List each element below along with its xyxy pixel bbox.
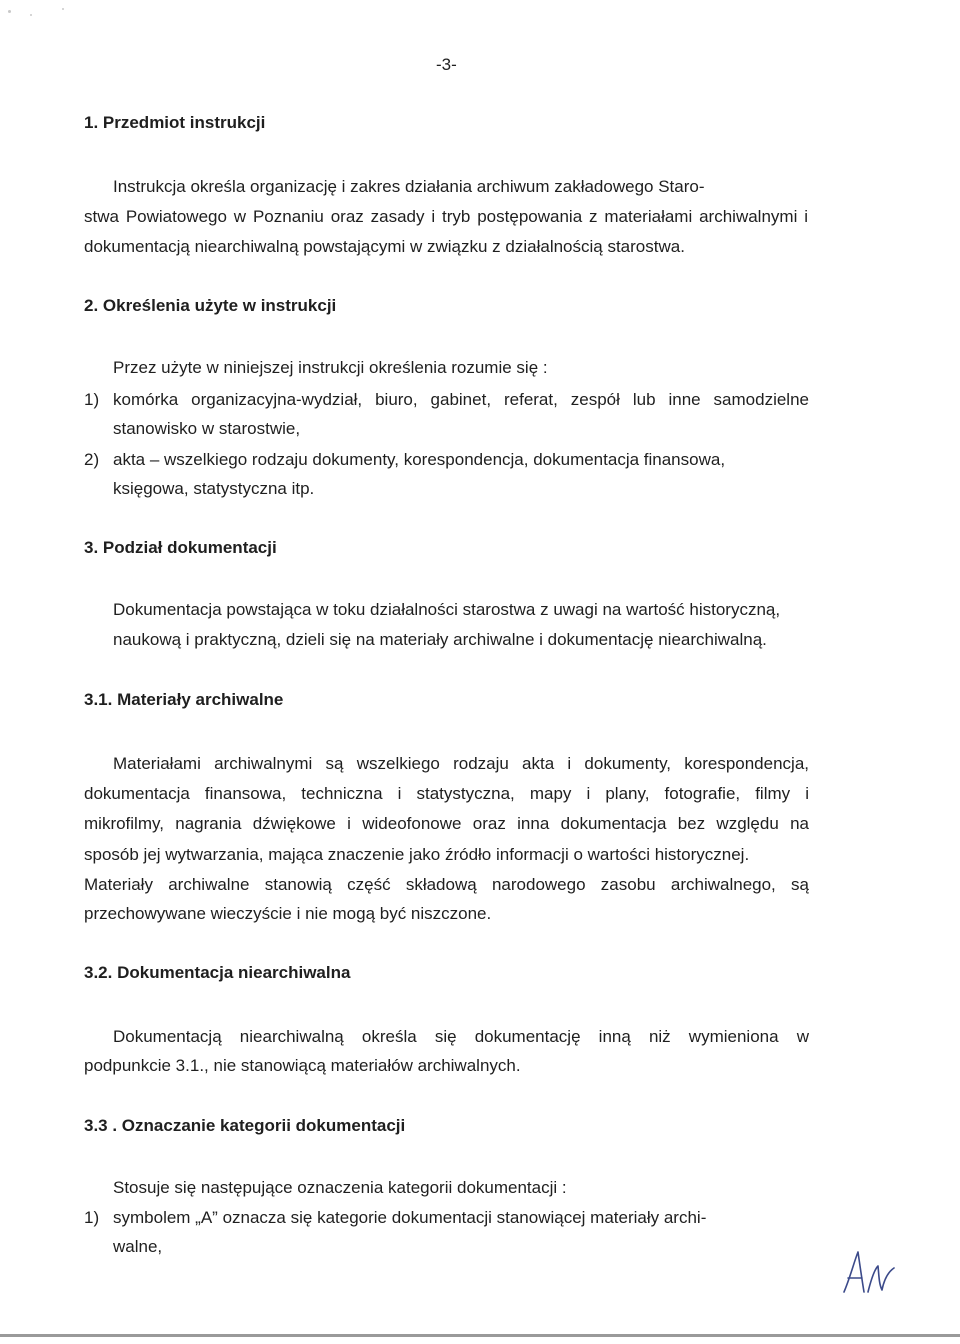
- section-1-heading: 1. Przedmiot instrukcji: [84, 113, 266, 132]
- section-3-1-text-line: przechowywane wieczyście i nie mogą być niszczone.: [84, 904, 492, 923]
- section-1-text-line: stwa Powiatowego w Poznaniu oraz zasady i tryb postępowania z materiałami archiwalnymi i: [84, 207, 808, 226]
- section-3-2-text-line: podpunkcie 3.1., nie stanowiącą materiałów archiwalnych.: [84, 1056, 521, 1075]
- scan-artifact: [62, 8, 64, 10]
- list-item-number: 2): [84, 450, 100, 469]
- section-3-1-heading: 3.1. Materiały archiwalne: [84, 690, 284, 709]
- section-1-text-line: Instrukcja określa organizację i zakres działania archiwum zakładowego Staro-: [113, 177, 705, 196]
- list-item-text: walne,: [113, 1237, 163, 1256]
- list-item-text: akta – wszelkiego rodzaju dokumenty, korespondencja, dokumentacja finansowa,: [113, 450, 726, 469]
- section-2-intro: Przez użyte w niniejszej instrukcji określenia rozumie się :: [113, 358, 548, 377]
- section-3-1-text-line: Materiały archiwalne stanowią część składową narodowego zasobu archiwalnego, są: [84, 875, 809, 894]
- list-item-text: symbolem „A” oznacza się kategorie dokumentacji stanowiącej materiały archi-: [113, 1208, 707, 1227]
- section-3-1-text-line: sposób jej wytwarzania, mająca znaczenie jako źródło informacji o wartości historycznej.: [84, 845, 750, 864]
- handwritten-initials-signature: [838, 1248, 898, 1300]
- list-item-number: 1): [84, 390, 100, 409]
- scan-bottom-edge: [0, 1334, 960, 1337]
- scan-artifact: [30, 14, 32, 16]
- section-3-text-line: Dokumentacja powstająca w toku działalności starostwa z uwagi na wartość historyczną,: [113, 600, 781, 619]
- list-item-number: 1): [84, 1208, 100, 1227]
- section-3-heading: 3. Podział dokumentacji: [84, 538, 277, 557]
- list-item-text: komórka organizacyjna-wydział, biuro, gabinet, referat, zespół lub inne samodzielne: [113, 390, 809, 409]
- section-3-1-text-line: dokumentacja finansowa, techniczna i statystyczna, mapy i plany, fotografie, filmy i: [84, 784, 809, 803]
- list-item-text: stanowisko w starostwie,: [113, 419, 301, 438]
- section-1-text-line: dokumentacją niearchiwalną powstającymi w związku z działalnością starostwa.: [84, 237, 685, 256]
- section-2-heading: 2. Określenia użyte w instrukcji: [84, 296, 337, 315]
- section-3-3-heading: 3.3 . Oznaczanie kategorii dokumentacji: [84, 1116, 406, 1135]
- scan-artifact: [8, 10, 11, 13]
- page-number: -3-: [436, 55, 457, 74]
- section-3-text-line: naukową i praktyczną, dzieli się na materiały archiwalne i dokumentację niearchiwalną.: [113, 630, 767, 649]
- section-3-2-heading: 3.2. Dokumentacja niearchiwalna: [84, 963, 351, 982]
- section-3-3-intro: Stosuje się następujące oznaczenia kategorii dokumentacji :: [113, 1178, 567, 1197]
- section-3-1-text-line: mikrofilmy, nagrania dźwiękowe i wideofonowe oraz inna dokumentacja bez względu na: [84, 814, 809, 833]
- section-3-2-text-line: Dokumentacją niearchiwalną określa się dokumentację inną niż wymieniona w: [113, 1027, 809, 1046]
- section-3-1-text-line: Materiałami archiwalnymi są wszelkiego rodzaju akta i dokumenty, korespondencja,: [113, 754, 809, 773]
- list-item-text: księgowa, statystyczna itp.: [113, 479, 315, 498]
